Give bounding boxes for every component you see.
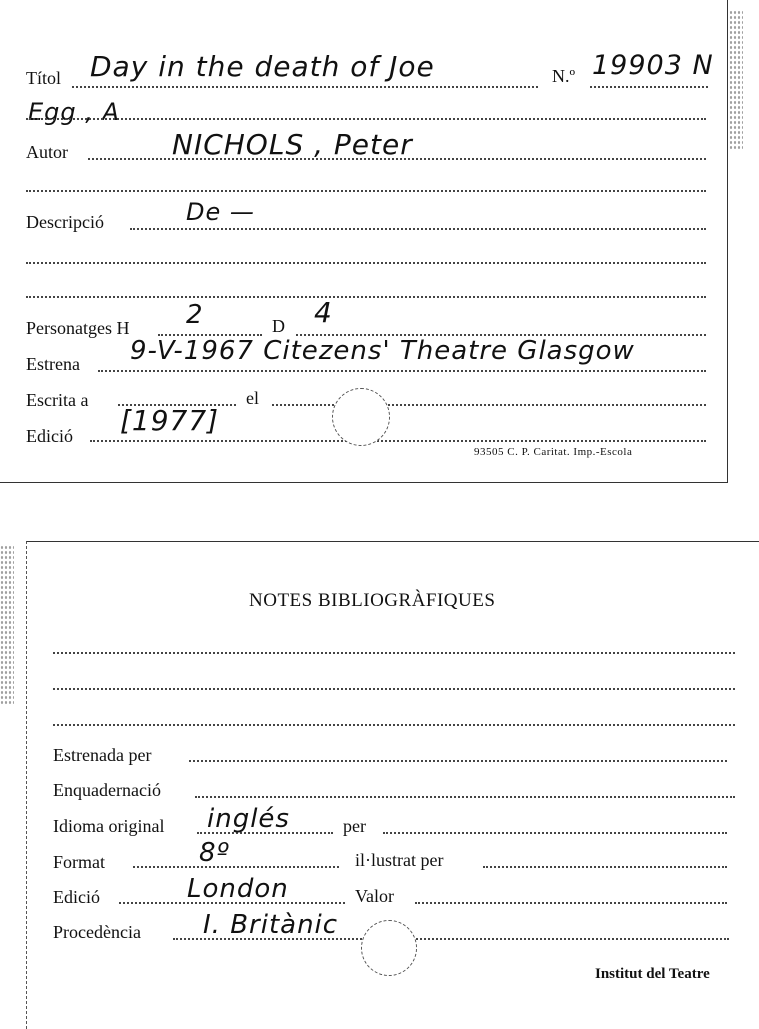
notes-heading: NOTES BIBLIOGRÀFIQUES (249, 590, 496, 611)
numero-line (590, 86, 708, 88)
enquadernacio-line (195, 796, 735, 798)
card-edge-speckle (729, 10, 743, 150)
autor-label: Autor (26, 142, 68, 162)
card-edge-speckle (0, 545, 14, 705)
descripcio-label: Descripció (26, 212, 104, 232)
printer-mark: 93505 C. P. Caritat. Imp.-Escola (474, 446, 633, 458)
format-line (133, 866, 339, 868)
catalog-card-back (26, 541, 759, 1029)
edicio-value: London (187, 874, 289, 904)
enquadernacio-label: Enquadernació (53, 780, 161, 800)
numero-label: N.º (552, 66, 576, 86)
per-label: per (343, 816, 366, 836)
illustrat-line (483, 866, 727, 868)
titol-label: Títol (26, 68, 61, 88)
idioma-label: Idioma original (53, 816, 165, 836)
titol-line (72, 86, 538, 88)
numero-value: 19903 N (592, 50, 714, 81)
blank-line (26, 296, 706, 298)
blank-line (26, 262, 706, 264)
blank-line (53, 652, 735, 654)
procedencia-value: I. Britànic (203, 910, 339, 940)
personatges-d-value: 4 (314, 296, 333, 329)
autor-value: NICHOLS , Peter (172, 128, 413, 161)
blank-line (53, 724, 735, 726)
titol-continuation: Egg , A (28, 98, 120, 126)
blank-line (53, 688, 735, 690)
per-line (383, 832, 727, 834)
edicio-line (90, 440, 706, 442)
format-value: 8º (199, 838, 230, 868)
escrita-label: Escrita a (26, 390, 89, 410)
estrena-value: 9-V-1967 Citezens' Theatre Glasgow (130, 336, 635, 366)
estrenada-label: Estrenada per (53, 745, 152, 765)
personatges-d-label: D (272, 316, 285, 336)
format-label: Format (53, 852, 105, 872)
personatges-label: Personatges H (26, 318, 130, 338)
punch-hole (332, 388, 390, 446)
valor-label: Valor (355, 886, 394, 906)
titol-value: Day in the death of Joe (90, 50, 435, 83)
punch-hole (361, 920, 417, 976)
estrena-label: Estrena (26, 354, 80, 374)
edicio-label: Edició (53, 887, 100, 907)
institut-label: Institut del Teatre (595, 966, 710, 982)
catalog-card-front (0, 0, 728, 483)
estrena-line (98, 370, 706, 372)
descripcio-value: De — (186, 198, 255, 226)
illustrat-label: il·lustrat per (355, 850, 444, 870)
personatges-h-value: 2 (186, 300, 204, 330)
estrenada-line (189, 760, 727, 762)
valor-line (415, 902, 727, 904)
idioma-value: inglés (207, 804, 290, 834)
edicio-value: [1977] (120, 404, 220, 437)
el-label: el (246, 388, 259, 408)
procedencia-label: Procedència (53, 922, 141, 942)
edicio-label: Edició (26, 426, 73, 446)
blank-line (26, 190, 706, 192)
descripcio-line (130, 228, 706, 230)
titol-continuation-line (26, 118, 706, 120)
